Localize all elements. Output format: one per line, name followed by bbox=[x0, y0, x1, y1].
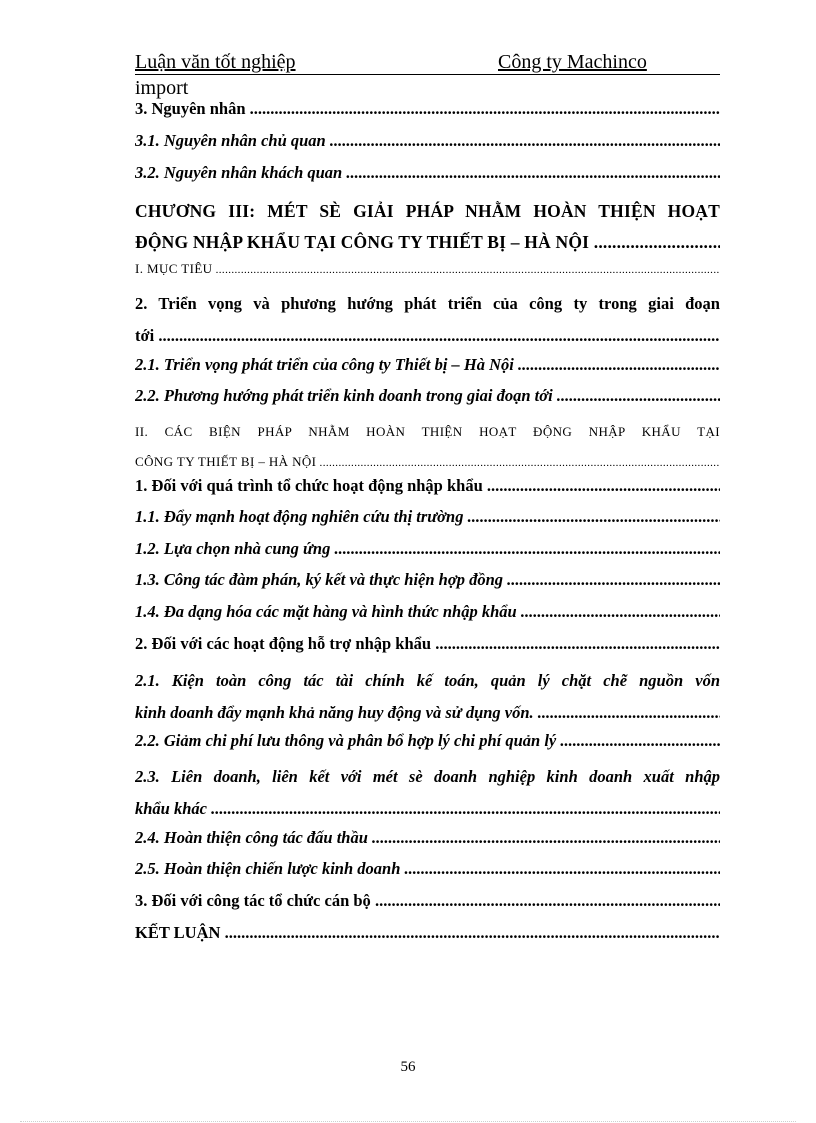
toc-entry-ket-luan: KẾT LUẬN ..... bbox=[135, 923, 720, 943]
toc-entry-2-2-giam-chi-phi: 2.2. Giảm chi phí lưu thông và phân bổ hợp lý chi phí quản lý ..... bbox=[135, 731, 720, 751]
toc-entry-ii-bien-phap: II. CÁC BIỆN PHÁP NHẰM HOÀN THIỆN HOẠT ĐỘNG NHẬP KHẨU TẠI CÔNG TY THIẾT BỊ – HÀ NỘI ..... bbox=[135, 417, 720, 478]
toc-entry-2-4: 2.4. Hoàn thiện công tác đấu thầu ..... bbox=[135, 828, 720, 848]
toc-entry-3-can-bo: 3. Đối với công tác tổ chức cán bộ ..... bbox=[135, 891, 720, 911]
toc-entry-3-nguyen-nhan: 3. Nguyên nhân ..... bbox=[135, 99, 720, 119]
page-edge-divider bbox=[20, 1121, 796, 1122]
toc-entry-1-4: 1.4. Đa dạng hóa các mặt hàng và hình thức nhập khẩu ..... bbox=[135, 602, 720, 622]
toc-entry-1-to-chuc: 1. Đối với quá trình tổ chức hoạt động nhập khẩu ..... bbox=[135, 476, 720, 496]
toc-entry-muc-tieu: I. MỤC TIÊU ..... bbox=[135, 261, 720, 277]
header-left-title: Luận văn tốt nghiệp bbox=[135, 51, 296, 73]
toc-entry-2-ho-tro: 2. Đối với các hoạt động hỗ trợ nhập khẩu ..... bbox=[135, 634, 720, 654]
toc-entry-3-2: 3.2. Nguyên nhân khách quan ..... bbox=[135, 163, 720, 183]
page-number: 56 bbox=[400, 1059, 416, 1075]
toc-entry-2-2: 2.2. Phương hướng phát triển kinh doanh trong giai đoạn tới ..... bbox=[135, 386, 720, 406]
toc-entry-chapter-3: CHƯƠNG III: MÉT SÈ GIẢI PHÁP NHẰM HOÀN THIỆN HOẠT ĐỘNG NHẬP KHẨU TẠI CÔNG TY THIẾT BỊ – HÀ NỘI ..... bbox=[135, 196, 720, 258]
toc-entry-2-5: 2.5. Hoàn thiện chiến lược kinh doanh ..... bbox=[135, 859, 720, 879]
toc-entry-2-trien-vong: 2. Triển vọng và phương hướng phát triển của công ty trong giai đoạn tới ..... bbox=[135, 288, 720, 352]
toc-entry-3-1: 3.1. Nguyên nhân chủ quan ..... bbox=[135, 131, 720, 151]
toc-entry-1-1: 1.1. Đẩy mạnh hoạt động nghiên cứu thị trường ..... bbox=[135, 507, 720, 527]
header-continuation: import bbox=[135, 77, 189, 99]
page-header bbox=[135, 50, 720, 75]
toc-entry-2-1: 2.1. Triển vọng phát triển của công ty Thiết bị – Hà Nội ..... bbox=[135, 355, 720, 375]
toc-entry-1-3: 1.3. Công tác đàm phán, ký kết và thực hiện hợp đồng ..... bbox=[135, 570, 720, 590]
toc-entry-1-2: 1.2. Lựa chọn nhà cung ứng ..... bbox=[135, 539, 720, 559]
toc-entry-2-1-kien-toan: 2.1. Kiện toàn công tác tài chính kế toán, quản lý chặt chẽ nguồn vốn kinh doanh đẩy mạnh khả năng huy động và sử dụng vốn. ..... bbox=[135, 665, 720, 729]
toc-entry-2-3-lien-doanh: 2.3. Liên doanh, liên kết với mét sè doanh nghiệp kinh doanh xuất nhập khẩu khác ..... bbox=[135, 761, 720, 825]
header-right-title: Công ty Machinco bbox=[498, 51, 647, 73]
